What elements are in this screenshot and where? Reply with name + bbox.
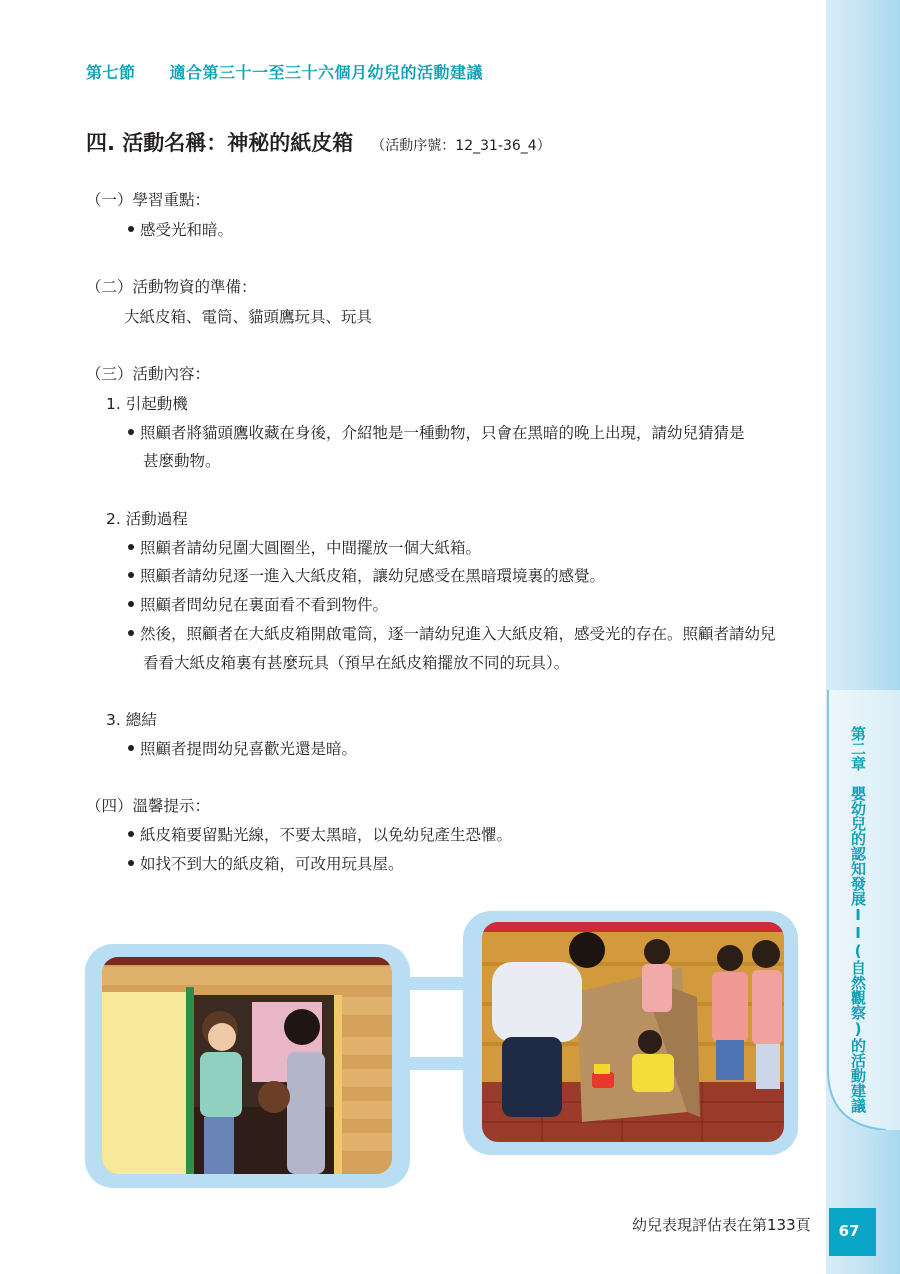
- step-bullet: 照顧者請幼兒逐一進入大紙皮箱，讓幼兒感受在黑暗環境裏的感覺。: [128, 564, 605, 586]
- bullet-icon: [128, 572, 134, 578]
- step-bullet-continuation: 看看大紙皮箱裏有甚麼玩具（預早在紙皮箱擺放不同的玩具）。: [143, 654, 570, 672]
- bullet-icon: [128, 745, 134, 751]
- step-title: 3. 總結: [106, 711, 157, 729]
- photo-playhouse: [102, 957, 392, 1174]
- frame-connector: [404, 977, 470, 990]
- bullet-icon: [128, 860, 134, 866]
- bullet-icon: [128, 544, 134, 550]
- learning-focus-heading: （一）學習重點：: [86, 191, 211, 209]
- activity-code: （活動序號：12_31-36_4）: [371, 138, 551, 154]
- step-bullet-continuation: 甚麼動物。: [143, 452, 221, 470]
- step-bullet: 照顧者問幼兒在裏面看不看到物件。: [128, 593, 388, 615]
- bullet-icon: [128, 429, 134, 435]
- step-bullet: 然後，照顧者在大紙皮箱開啟電筒，逐一請幼兒進入大紙皮箱，感受光的存在。照顧者請幼兒: [128, 622, 776, 644]
- page-number: 67: [838, 1222, 860, 1240]
- frame-connector: [404, 1057, 470, 1070]
- bullet-icon: [128, 601, 134, 607]
- step-bullet: 照顧者提問幼兒喜歡光還是暗。: [128, 737, 357, 759]
- activity-name: 四. 活動名稱：神秘的紙皮箱: [86, 131, 354, 155]
- section-title: 適合第三十一至三十六個月幼兒的活動建議: [169, 63, 484, 82]
- materials-text: 大紙皮箱、電筒、貓頭鷹玩具、玩具: [124, 308, 373, 326]
- section-number: 第七節: [86, 63, 136, 82]
- content-heading: （三）活動內容：: [86, 365, 211, 383]
- tip-item: 紙皮箱要留點光線，不要太黑暗，以免幼兒產生恐懼。: [128, 823, 512, 845]
- step-bullet: 照顧者請幼兒圍大圓圈坐，中間擺放一個大紙箱。: [128, 536, 481, 558]
- section-header: [86, 60, 483, 83]
- photo-cardboard-box: [482, 922, 784, 1142]
- bullet-icon: [128, 226, 134, 232]
- bullet-icon: [128, 831, 134, 837]
- step-title: 2. 活動過程: [106, 510, 188, 528]
- chapter-title-vertical: 第二章 嬰幼兒的認知發展II(自然觀察)的活動建議: [849, 726, 867, 1113]
- materials-heading: （二）活動物資的準備：: [86, 278, 257, 296]
- tips-heading: （四）溫馨提示：: [86, 797, 211, 815]
- bullet-icon: [128, 630, 134, 636]
- step-title: 1. 引起動機: [106, 395, 188, 413]
- assessment-reference: 幼兒表現評估表在第133頁: [632, 1216, 811, 1234]
- step-bullet: 照顧者將貓頭鷹收藏在身後，介紹牠是一種動物，只會在黑暗的晚上出現，請幼兒猜猜是: [128, 421, 745, 443]
- tip-item: 如找不到大的紙皮箱，可改用玩具屋。: [128, 852, 404, 874]
- learning-focus-item: 感受光和暗。: [128, 218, 233, 240]
- activity-title: [86, 127, 551, 157]
